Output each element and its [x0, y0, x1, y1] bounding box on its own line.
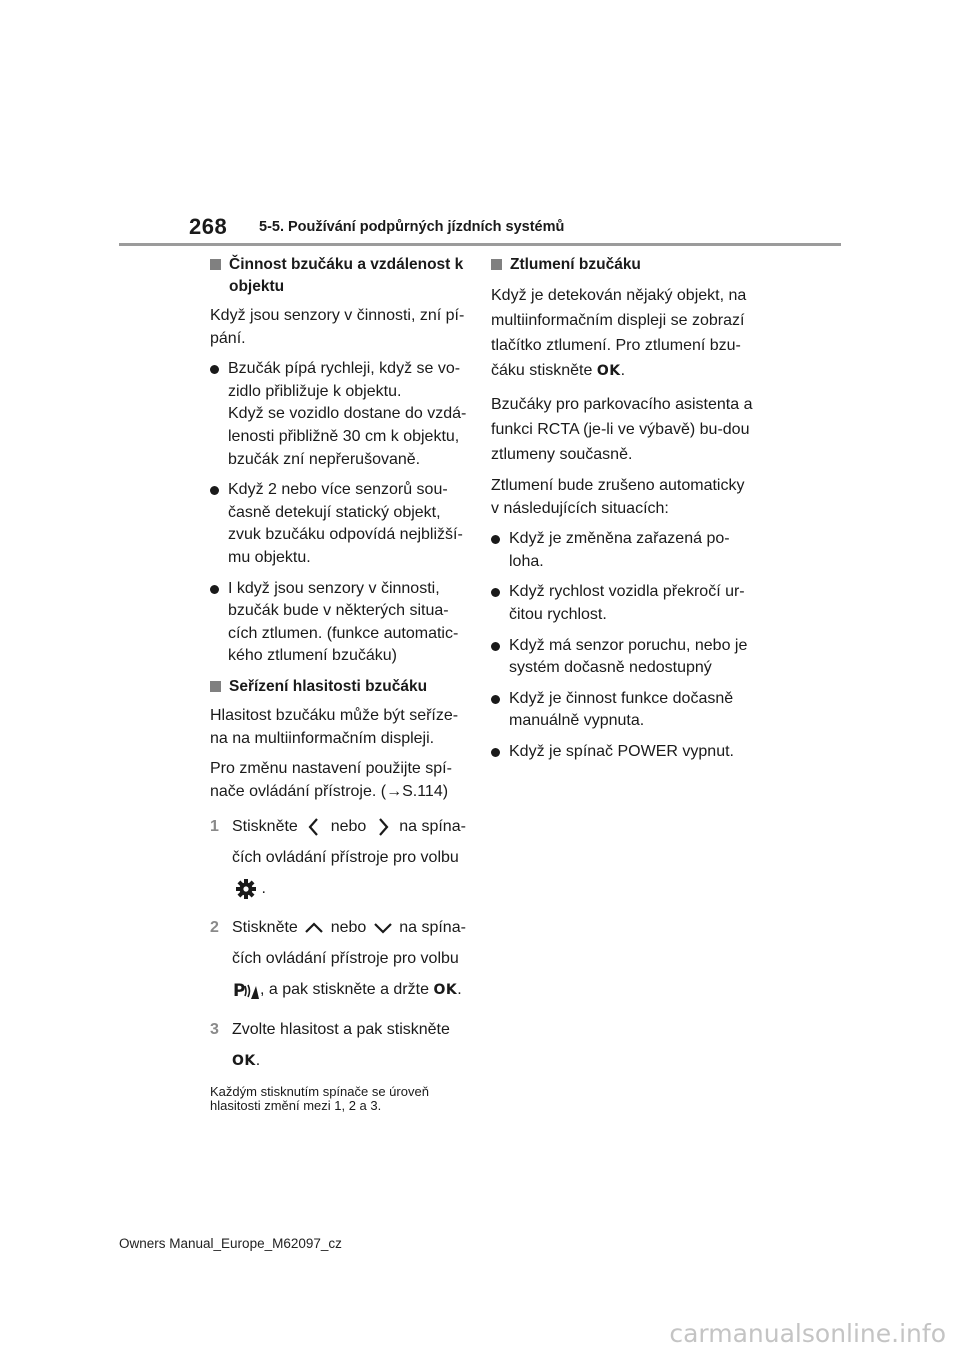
- chevron-right-icon: [371, 816, 395, 838]
- section-square-icon: [210, 681, 221, 692]
- header-divider: [119, 243, 841, 246]
- page-number: 268: [189, 214, 228, 239]
- watermark: carmanualsonline.info: [669, 1319, 946, 1348]
- section-title: 5-5. Používání podpůrných jízdních systémů: [259, 219, 565, 235]
- bullet-dot-icon: [491, 695, 500, 704]
- step-2: 2 Stiskněte nebo na spína- čích ovládání přístroje pro volbu P , a pak stiskněte a držte OK.: [210, 912, 472, 1006]
- ok-button-icon: OK: [433, 982, 458, 999]
- ok-button-icon: OK: [232, 1053, 256, 1070]
- list-item: Bzučák pípá rychleji, když se vo-zidlo přibližuje k objektu. Když se vozidlo dostane do vzdá-lenosti přibližně 30 cm k objektu, bzučák zní nepřerušovaně.: [210, 358, 472, 471]
- note: Každým stisknutím spínače se úroveň hlasitosti změní mezi 1, 2 a 3.: [210, 1084, 429, 1114]
- bullet-dot-icon: [210, 365, 219, 374]
- paragraph: Ztlumení bude zrušeno automaticky v následujících situacích:: [491, 477, 745, 517]
- section-square-icon: [491, 259, 502, 270]
- paragraph: Pro změnu nastavení použijte spí-nače ovládání přístroje. (→S.114): [210, 760, 452, 800]
- list-item: Když má senzor poruchu, nebo je systém dočasně nedostupný: [491, 635, 753, 680]
- paragraph: Když je detekován nějaký objekt, na multiinformačním displeji se zobrazí tlačítko ztlumení. Pro ztlumení bzu-čáku stiskněte OK.: [491, 287, 747, 379]
- step-number: 3: [210, 1021, 219, 1039]
- list-item: Když je činnost funkce dočasně manuálně vypnuta.: [491, 688, 753, 733]
- bullet-dot-icon: [491, 642, 500, 651]
- list-item: I když jsou senzory v činnosti, bzučák bude v některých situa-cích ztlumen. (funkce automatic-kého ztlumení bzučáku): [210, 578, 472, 668]
- list-item: Když rychlost vozidla překročí ur-čitou rychlost.: [491, 581, 753, 626]
- bullet-dot-icon: [210, 486, 219, 495]
- paragraph: Bzučáky pro parkovacího asistenta a funkci RCTA (je-li ve výbavě) bu-dou ztlumeny současně.: [491, 396, 753, 463]
- list-item: Když 2 nebo více senzorů sou-časně detekují statický objekt, zvuk bzučáku odpovídá nejbližší-mu objektu.: [210, 479, 472, 569]
- svg-text:P: P: [233, 981, 246, 1002]
- chevron-left-icon: [302, 816, 326, 838]
- footer-text: Owners Manual_Europe_M62097_cz: [119, 1236, 342, 1251]
- chevron-up-icon: [302, 919, 326, 937]
- step-number: 2: [210, 919, 219, 937]
- paragraph: Hlasitost bzučáku může být seříze-na na multiinformačním displeji.: [210, 706, 459, 747]
- left-column: [210, 254, 472, 1121]
- list-item: Když je spínač POWER vypnut.: [491, 741, 753, 764]
- right-column: [491, 254, 753, 772]
- step-1: 1 Stiskněte nebo na spína- čích ovládání přístroje pro volbu .: [210, 811, 472, 904]
- section-square-icon: [210, 259, 221, 270]
- ok-button-icon: OK: [596, 363, 621, 379]
- bullet-dot-icon: [491, 535, 500, 544]
- paragraph: Když jsou senzory v činnosti, zní pí-pání.: [210, 307, 465, 347]
- chevron-down-icon: [371, 919, 395, 937]
- parking-sensor-icon: [232, 979, 260, 1001]
- heading-buzzer-distance: Činnost bzučáku a vzdálenost k objektu: [210, 254, 472, 298]
- bullet-dot-icon: [491, 588, 500, 597]
- bullet-dot-icon: [491, 748, 500, 757]
- heading-buzzer-mute: Ztlumení bzučáku: [491, 254, 753, 276]
- bullet-dot-icon: [210, 585, 219, 594]
- step-3: 3 Zvolte hlasitost a pak stiskněte OK.: [210, 1014, 472, 1077]
- list-item: Když je změněna zařazená po-loha.: [491, 528, 753, 573]
- heading-volume-adjust: Seřízení hlasitosti bzučáku: [210, 676, 472, 698]
- step-number: 1: [210, 818, 219, 836]
- gear-icon: [235, 878, 257, 900]
